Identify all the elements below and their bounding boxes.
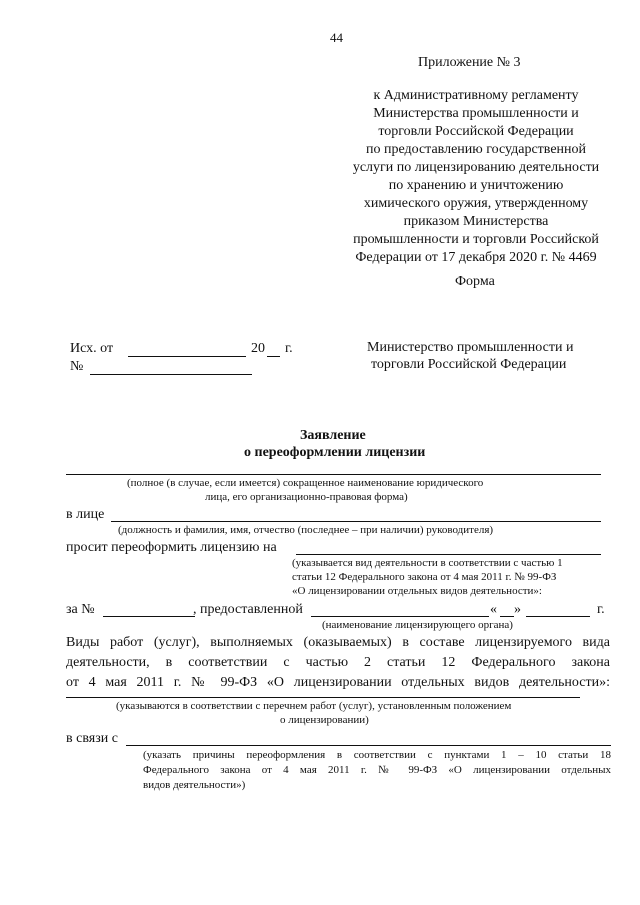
appendix-line: торговли Российской Федерации: [378, 124, 574, 139]
org-hint-1: (полное (в случае, если имеется) сокращенное наименование юридического: [127, 477, 484, 489]
license-month-line: [526, 616, 590, 617]
heading-title: Заявление: [300, 428, 366, 443]
addressee-line-1: Министерство промышленности и: [367, 340, 574, 355]
page-number: 44: [330, 30, 343, 45]
license-authority-hint: (наименование лицензирующего органа): [322, 619, 513, 631]
license-quote-open: «: [490, 602, 497, 617]
appendix-line: к Административному регламенту: [373, 88, 579, 103]
ref-number-label: №: [70, 359, 84, 374]
license-quote-close: »: [514, 602, 521, 617]
request-label: просит переоформить лицензию на: [66, 540, 277, 555]
reason-hint-3: видов деятельности»): [143, 779, 246, 791]
request-hint-1: (указывается вид деятельности в соответствии с частью 1: [292, 557, 563, 569]
appendix-line: по предоставлению государственной: [365, 142, 587, 157]
works-line-3: от 4 мая 2011 г. № 99-ФЗ «О лицензировании отдельных видов деятельности»:: [66, 675, 610, 690]
person-hint: (должность и фамилия, имя, отчество (последнее – при наличии) руководителя): [118, 524, 494, 536]
appendix-line: Федерации от 17 декабря 2020 г. № 4469: [355, 250, 597, 265]
person-label: в лице: [66, 507, 105, 522]
reason-hint-1: (указать причины переоформления в соответствии с пунктами 1 – 10 статьи 18: [143, 749, 611, 761]
ref-prefix: Исх. от: [70, 341, 114, 356]
request-hint-3: «О лицензировании отдельных видов деятельности»:: [292, 585, 542, 597]
license-day-line: [500, 616, 514, 617]
org-hint-2: лица, его организационно-правовая форма): [205, 491, 408, 503]
works-line-1: Виды работ (услуг), выполняемых (оказываемых) в составе лицензируемого вида: [66, 635, 610, 650]
addressee-line-2: торговли Российской Федерации: [371, 357, 567, 372]
license-year-suffix: г.: [597, 602, 605, 617]
license-authority-line: [311, 616, 489, 617]
request-hint-2: статьи 12 Федерального закона от 4 мая 2011 г. № 99-ФЗ: [292, 571, 557, 583]
ref-year-line: [267, 356, 280, 357]
ref-year-suffix: г.: [285, 341, 293, 356]
ref-number-line: [90, 374, 252, 375]
license-number-line: [103, 616, 195, 617]
appendix-line: промышленности и торговли Российской: [353, 232, 599, 247]
appendix-line: Министерства промышленности и: [373, 106, 579, 121]
reason-label: в связи с: [66, 731, 118, 746]
appendix-line: по хранению и уничтожению: [388, 178, 564, 193]
form-label: Форма: [455, 274, 495, 289]
ref-date-line: [128, 356, 246, 357]
reason-line: [126, 745, 611, 746]
works-hint-2: о лицензировании): [280, 714, 369, 726]
person-line: [111, 521, 601, 522]
heading-subtitle: о переоформлении лицензии: [244, 445, 426, 460]
license-granted-label: , предоставленной: [193, 602, 303, 617]
org-name-line: [66, 474, 601, 475]
appendix-line: приказом Министерства: [403, 214, 549, 229]
request-line: [296, 554, 601, 555]
appendix-line: химического оружия, утвержденному: [363, 196, 589, 211]
works-line: [66, 697, 580, 698]
appendix-title: Приложение № 3: [418, 55, 521, 70]
works-line-2: деятельности, в соответствии с частью 2 статьи 12 Федерального закона: [66, 655, 610, 670]
ref-year-prefix: 20: [251, 341, 265, 356]
works-hint-1: (указываются в соответствии с перечнем работ (услуг), установленным положением: [116, 700, 512, 712]
license-number-label: за №: [66, 602, 95, 617]
appendix-line: услуги по лицензированию деятельности: [352, 160, 600, 175]
reason-hint-2: Федерального закона от 4 мая 2011 г. № 99-ФЗ «О лицензировании отдельных: [143, 764, 611, 776]
